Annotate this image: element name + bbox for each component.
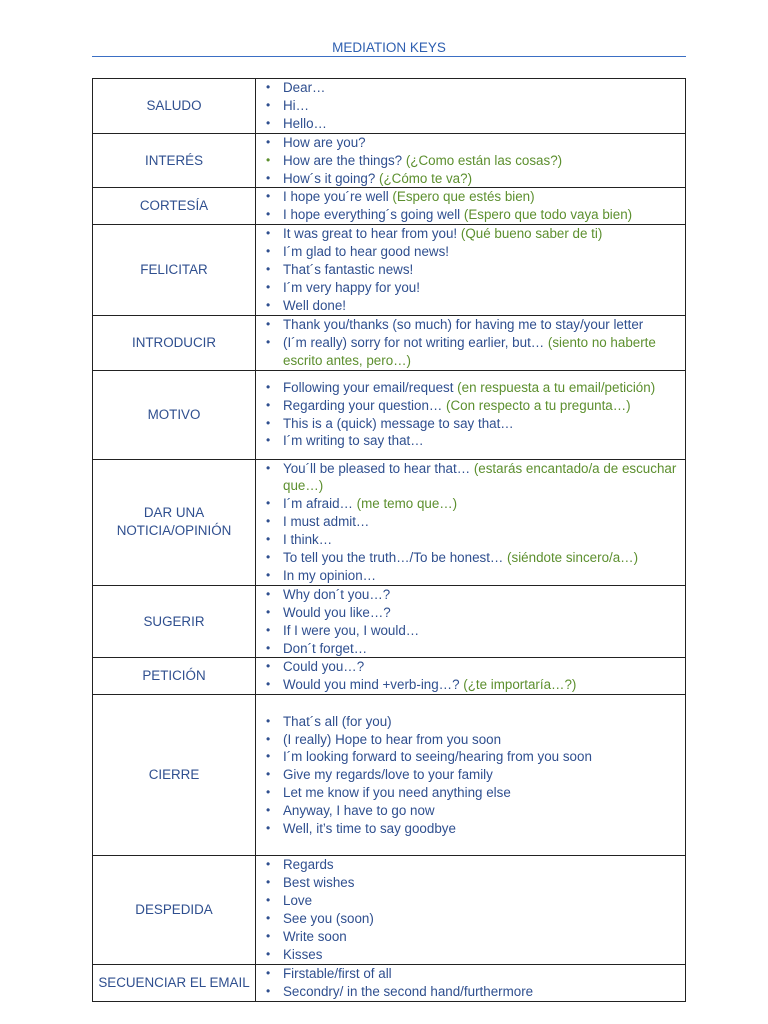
bullet-icon: •: [266, 97, 271, 112]
phrase-list: [256, 713, 685, 838]
row-items: [256, 315, 686, 370]
bullet-icon: •: [266, 604, 271, 619]
phrase-list: [256, 225, 685, 315]
english-phrase: Dear…: [283, 80, 326, 95]
english-phrase: Well, it’s time to say goodbye: [283, 821, 456, 837]
phrase-list: [256, 586, 685, 658]
english-phrase: Would you mind +verb-ing…?: [283, 677, 464, 693]
list-item: [256, 79, 685, 97]
bullet-icon: •: [266, 134, 271, 149]
list-item: [256, 134, 685, 152]
english-phrase: See you (soon): [283, 911, 374, 926]
english-phrase: How are the things?: [283, 152, 406, 168]
table-row: [93, 370, 686, 459]
english-phrase: Don´t forget…: [283, 640, 368, 656]
english-phrase: I hope everything´s going well: [283, 207, 464, 223]
list-item: [256, 658, 685, 676]
bullet-icon: •: [266, 460, 271, 475]
bullet-icon: •: [266, 659, 271, 674]
phrase-list: [256, 658, 685, 694]
bullet-icon: •: [266, 983, 271, 998]
list-item: [256, 152, 685, 170]
row-label: CORTESÍA: [93, 188, 256, 225]
bullet-icon: •: [266, 415, 271, 430]
bullet-icon: •: [266, 677, 271, 692]
mediation-keys-table: [92, 78, 686, 1002]
spanish-translation: (estarás encantado/a de escuchar que…): [283, 460, 677, 494]
english-phrase: That´s fantastic news!: [283, 262, 414, 278]
spanish-translation: (Espero que todo vaya bien): [463, 207, 633, 223]
list-item: [256, 279, 685, 297]
spanish-translation: (Qué bueno saber de ti): [460, 226, 603, 242]
spanish-translation: (¿Como están las cosas?): [405, 152, 563, 168]
table-row: [93, 585, 686, 658]
english-phrase: It was great to hear from you!: [283, 226, 461, 242]
list-item: [256, 513, 685, 531]
list-item: [256, 983, 685, 1001]
phrase-list: [256, 460, 685, 585]
english-phrase: That´s all (for you): [283, 713, 392, 729]
list-item: [256, 784, 685, 802]
table-row: [93, 964, 686, 1001]
row-items: [256, 79, 686, 134]
english-phrase: Write soon: [283, 928, 347, 944]
english-phrase: Hi…: [283, 97, 310, 113]
english-phrase: How´s it going?: [283, 170, 380, 186]
row-items: [256, 856, 686, 964]
spanish-translation: (¿te importaría…?): [463, 677, 577, 693]
row-label: SALUDO: [93, 79, 256, 134]
bullet-icon: •: [266, 226, 271, 241]
row-label: FELICITAR: [93, 225, 256, 316]
english-phrase: Well done!: [283, 297, 347, 313]
english-phrase: I must admit…: [283, 514, 370, 530]
bullet-icon: •: [266, 713, 271, 728]
bullet-icon: •: [266, 550, 271, 565]
row-label: CIERRE: [93, 695, 256, 856]
bullet-icon: •: [266, 911, 271, 925]
list-item: [256, 261, 685, 279]
bullet-icon: •: [266, 767, 271, 782]
row-label: MOTIVO: [93, 370, 256, 459]
list-item: [256, 170, 685, 188]
row-label: DESPEDIDA: [93, 856, 256, 964]
bullet-icon: •: [266, 170, 271, 185]
row-label: DAR UNA NOTICIA/OPINIÓN: [93, 459, 256, 585]
phrase-list: [256, 188, 685, 224]
row-label: SUGERIR: [93, 585, 256, 658]
english-phrase: If I were you, I would…: [283, 622, 420, 638]
english-phrase: Regarding your question…: [283, 397, 447, 413]
english-phrase: I´m very happy for you!: [283, 279, 420, 295]
bullet-icon: •: [266, 152, 271, 167]
row-items: [256, 695, 686, 856]
bullet-icon: •: [266, 965, 271, 980]
english-phrase: Thank you/thanks (so much) for having me to stay/your letter: [283, 316, 644, 332]
bullet-icon: •: [266, 397, 271, 412]
bullet-icon: •: [266, 379, 271, 394]
table-body: [93, 79, 686, 1002]
list-item: [256, 856, 685, 874]
bullet-icon: •: [266, 316, 271, 331]
spanish-translation: (Espero que estés bien): [392, 189, 535, 205]
list-item: [256, 622, 685, 640]
list-item: [256, 874, 685, 892]
english-phrase: This is a (quick) message to say that…: [283, 415, 514, 431]
bullet-icon: •: [266, 928, 271, 943]
english-phrase: Firstable/first of all: [283, 965, 392, 981]
english-phrase: I hope you´re well: [283, 189, 393, 205]
bullet-icon: •: [266, 875, 271, 890]
english-phrase: To tell you the truth…/To be honest…: [283, 550, 508, 566]
list-item: [256, 946, 685, 964]
list-item: [256, 432, 685, 450]
list-item: [256, 586, 685, 604]
phrase-list: [256, 316, 685, 370]
list-item: [256, 910, 685, 928]
title-underline: [92, 56, 686, 57]
row-label: PETICIÓN: [93, 658, 256, 695]
list-item: [256, 567, 685, 585]
row-label: INTRODUCIR: [93, 315, 256, 370]
bullet-icon: •: [266, 244, 271, 259]
list-item: [256, 415, 685, 433]
english-phrase: Why don´t you…?: [283, 586, 391, 602]
spanish-translation: (en respuesta a tu email/petición): [457, 379, 656, 395]
bullet-icon: •: [266, 297, 271, 312]
bullet-icon: •: [266, 433, 271, 448]
bullet-icon: •: [266, 279, 271, 294]
list-item: [256, 206, 685, 224]
english-phrase: Could you…?: [283, 659, 365, 675]
english-phrase: Best wishes: [283, 875, 355, 891]
list-item: [256, 640, 685, 658]
list-item: [256, 460, 685, 496]
bullet-icon: •: [266, 532, 271, 547]
english-phrase: (I really) Hope to hear from you soon: [283, 731, 502, 747]
spanish-translation: (Con respecto a tu pregunta…): [446, 397, 631, 413]
english-phrase: Hello…: [283, 115, 327, 131]
list-item: [256, 397, 685, 415]
english-phrase: Love: [283, 893, 313, 909]
english-phrase: I´m afraid…: [283, 496, 357, 512]
english-phrase: (I´m really) sorry for not writing earlier, but…: [283, 334, 548, 350]
spanish-translation: (siéndote sincero/a…): [507, 550, 639, 566]
bullet-icon: •: [266, 567, 271, 582]
table-row: [93, 133, 686, 188]
table-row: [93, 658, 686, 695]
english-phrase: I think…: [283, 532, 333, 548]
table-row: [93, 459, 686, 585]
english-phrase: Would you like…?: [283, 604, 391, 620]
list-item: [256, 334, 685, 370]
row-items: [256, 370, 686, 459]
bullet-icon: •: [266, 785, 271, 800]
list-item: [256, 316, 685, 334]
bullet-icon: •: [266, 731, 271, 746]
bullet-icon: •: [266, 946, 271, 961]
bullet-icon: •: [266, 80, 271, 94]
list-item: [256, 766, 685, 784]
list-item: [256, 748, 685, 766]
list-item: [256, 495, 685, 513]
bullet-icon: •: [266, 749, 271, 764]
bullet-icon: •: [266, 857, 271, 872]
english-phrase: In my opinion…: [283, 567, 377, 583]
english-phrase: Kisses: [283, 946, 323, 962]
row-label: SECUENCIAR EL EMAIL: [93, 964, 256, 1001]
english-phrase: I´m looking forward to seeing/hearing from you soon: [283, 749, 592, 765]
row-items: [256, 459, 686, 585]
row-items: [256, 964, 686, 1001]
bullet-icon: •: [266, 821, 271, 836]
bullet-icon: •: [266, 514, 271, 529]
list-item: [256, 243, 685, 261]
list-item: [256, 115, 685, 133]
bullet-icon: •: [266, 586, 271, 601]
list-item: [256, 97, 685, 115]
bullet-icon: •: [266, 803, 271, 818]
bullet-icon: •: [266, 622, 271, 637]
list-item: [256, 965, 685, 983]
bullet-icon: •: [266, 189, 271, 204]
table-row: [93, 856, 686, 964]
list-item: [256, 225, 685, 243]
table-row: [93, 225, 686, 316]
bullet-icon: •: [266, 115, 271, 130]
english-phrase: Let me know if you need anything else: [283, 785, 511, 801]
table-row: [93, 188, 686, 225]
page-title: MEDIATION KEYS: [332, 40, 446, 55]
list-item: [256, 928, 685, 946]
phrase-list: [256, 965, 685, 1001]
english-phrase: Give my regards/love to your family: [283, 767, 493, 783]
bullet-icon: •: [266, 640, 271, 655]
list-item: [256, 379, 685, 397]
english-phrase: Secondry/ in the second hand/furthermore: [283, 983, 534, 999]
english-phrase: I´m glad to hear good news!: [283, 244, 449, 260]
row-items: [256, 133, 686, 188]
spanish-translation: (¿Cómo te va?): [379, 170, 473, 186]
row-items: [256, 585, 686, 658]
bullet-icon: •: [266, 262, 271, 277]
list-item: [256, 297, 685, 315]
row-items: [256, 658, 686, 695]
bullet-icon: •: [266, 496, 271, 511]
list-item: [256, 531, 685, 549]
bullet-icon: •: [266, 893, 271, 908]
list-item: [256, 549, 685, 567]
list-item: [256, 892, 685, 910]
list-item: [256, 604, 685, 622]
table-row: [93, 315, 686, 370]
list-item: [256, 713, 685, 731]
phrase-list: [256, 856, 685, 963]
phrase-list: [256, 379, 685, 451]
bullet-icon: •: [266, 334, 271, 349]
spanish-translation: (siento no haberte escrito antes, pero…): [283, 334, 656, 368]
list-item: [256, 731, 685, 749]
row-items: [256, 188, 686, 225]
english-phrase: Following your email/request: [283, 379, 458, 395]
spanish-translation: (me temo que…): [356, 496, 458, 512]
english-phrase: How are you?: [283, 134, 366, 150]
row-items: [256, 225, 686, 316]
list-item: [256, 802, 685, 820]
english-phrase: Regards: [283, 857, 334, 873]
list-item: [256, 676, 685, 694]
english-phrase: You´ll be pleased to hear that…: [283, 460, 474, 476]
table-row: [93, 695, 686, 856]
row-label: INTERÉS: [93, 133, 256, 188]
english-phrase: I´m writing to say that…: [283, 433, 424, 449]
table-row: [93, 79, 686, 134]
phrase-list: [256, 134, 685, 188]
list-item: [256, 188, 685, 206]
bullet-icon: •: [266, 207, 271, 222]
phrase-list: [256, 79, 685, 133]
list-item: [256, 820, 685, 838]
english-phrase: Anyway, I have to go now: [283, 803, 435, 819]
